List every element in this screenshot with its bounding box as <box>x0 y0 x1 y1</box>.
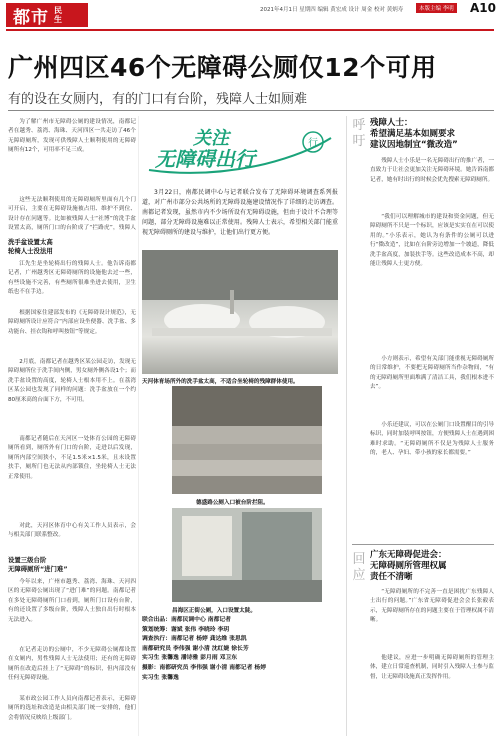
credit-line: 实习生 张馨逸 <box>142 674 179 681</box>
paragraph: “无障碍厕所的不完善一直是困扰广东残障人士出行的问题。”广东省无障碍促进会会长张毅表示，无障碍厕所存在的问题主要在于管理权属不清晰。 <box>370 589 494 624</box>
page-header <box>0 0 500 30</box>
page-number: A10 <box>470 1 496 15</box>
section-subhead: 设置三级台阶 无障碍厕所“进门难” <box>8 556 68 573</box>
paragraph: 小乐还建议，可以在公厕门口设置醒目的引导标识，同时加装呼叫按钮，方便残障人士在遇到困难时求助。“无障碍厕所不仅是为残障人士服务的，老人、孕妇、带小孩的家长都需要。” <box>370 422 494 457</box>
logo-line2: 无障碍出行 <box>155 147 255 171</box>
logo-ring: 行 <box>308 138 318 149</box>
lead-paragraph-box <box>142 188 338 238</box>
logo-line1: 关注 <box>193 128 229 149</box>
photo-steps <box>172 386 322 494</box>
left-column <box>8 118 136 738</box>
right-column-top <box>370 118 494 505</box>
paragraph: 对此，天河区体育中心有关工作人员表示，会与相关部门联系整改。 <box>8 523 136 539</box>
header-rule <box>6 29 494 31</box>
photo-caption: 德盛路公厕入口被台阶拦阻。 <box>196 500 269 506</box>
credit-line: 南都研究员 李伟强 谢小清 沈红婕 徐长芳 <box>142 645 249 652</box>
paragraph: “我们可以理解城市的建设和资金问题，但无障碍厕所不只是一个标识，应该是实实在在可以使用的。”小乐表示，她认为有条件的公厕可以进行“微改造”，比如在台阶旁边增加一个坡道，降低洗手盆高度，加装扶手等。这些改造成本不高，却能让残障人士更方便。 <box>370 214 494 268</box>
paragraph: 某市政公园工作人员向南都记者表示，无障碍厕所的选址和改造是由相关部门统一安排的，他们会将情况反映给上级部门。 <box>8 696 136 721</box>
right-title: 广东无障碍促进会： 无障碍厕所管理权属 责任不清晰 <box>370 550 447 582</box>
column-logo <box>142 118 338 182</box>
section-sub: 民生 <box>54 6 62 24</box>
photo-washbasin <box>142 250 338 374</box>
photo-caption: 昌海区正街公厕，入口设置太陡。 <box>172 608 256 614</box>
headline: 广州四区46个无障碍公厕仅12个可用 <box>8 53 437 82</box>
paragraph: 在记者走访的公厕中，不少无障碍公厕都设置在女厕内，男性残障人士无法使用；还有的无障碍厕所在改造后挂上了“无障碍”的标识，但内部没有任何无障碍设施。 <box>8 647 136 682</box>
lead-paragraph: 3月22日，南都民调中心与记者联合发布了无障碍环境调查系列报道，对广州市部分公共场所的无障碍设施建设情况作了详细的走访调查。南都记者发现，虽然市内不少场所设有无障碍设施，但由于设计不合理等问题，部分无障碍设施难以正常使用。残障人士表示，希望相关部门能重视无障碍厕所的建设与维护，让他们出行更方便。 <box>142 189 338 236</box>
column-divider <box>346 116 347 736</box>
photo-caption: 天河体育场所外的洗手盆太高，不适合坐轮椅的残障群体使用。 <box>142 379 299 385</box>
photo-entrance <box>172 508 322 602</box>
right-title: 残障人士： 希望满足基本如厕要求 建议因地制宜“微改造” <box>370 118 458 150</box>
paragraph: 小方则表示，希望有关部门能重视无障碍厕所的日常维护，不要把无障碍厕所当作杂物间，“有的无障碍厕所里面堆满了清洁工具，我们根本进不去”。 <box>370 356 494 391</box>
vertical-label: 呼吁 <box>352 118 366 149</box>
section-tag <box>6 3 88 27</box>
credit-line: 摄影：南都研究员 李伟强 谢小清 南都记者 杨婷 <box>142 664 267 671</box>
credits-block <box>142 616 342 683</box>
issue-meta: 2021年4月1日 星期四 编辑 黄宏成 设计 周金 校对 黄炳寿 <box>260 7 404 13</box>
vertical-label: 回应 <box>352 552 366 583</box>
section-name: 都市 <box>13 7 49 28</box>
paragraph: 这些无法顺利使用的无障碍厕所里面有几个门可开启，主要在无障碍设施被占用、维护不到位、设计存在问题等。比如被残障人士“社博”的洗手盆设置太高，厕所门口的台阶成了“拦路虎”，残障人 <box>8 197 136 232</box>
credit-line: 策划统筹：谢斌 张伟 李晓玲 李玥 <box>142 626 230 633</box>
subheadline: 有的设在女厕内，有的门口有台阶，残障人士如厕难 <box>8 92 308 107</box>
right-divider <box>352 544 494 545</box>
paragraph: 南都记者随后在天河区一处体育公园的无障碍厕所看到，厕所外有门口的台阶，走进以后发现，厕所内部空间狭小，不足1.5米×1.5米，且未设置扶手，厕所门也无法从内部锁住，坐轮椅人士无法正常使用。 <box>8 436 136 480</box>
credit-line: 调查执行：南都记者 杨婷 龚达维 张思凯 <box>142 636 247 643</box>
right-column-bottom <box>370 550 494 710</box>
paragraph: 2月底，南都记者在越秀区某公园走访，发现无障碍厕所位于洗手间内侧，男女厕外侧各设1个；而洗手盆设置的高度，轮椅人士根本用不上。在荔湾区某公园也发现了同样的问题：洗手盆放在一个约80厘米高的台面下方，不可用。 <box>8 359 136 403</box>
paragraph: 江先生是坐轮椅出行的残障人士。他告诉南都记者，广州越秀区无障碍厕所的设施他去过一些，有些设施不完善，有些厕所很难坐进去使用，卫生纸也不在手边。 <box>8 261 136 296</box>
intro-paragraph: 为了解广州市无障碍公厕的建设情况，南都记者在越秀、荔湾、海珠、天河四区一共走访了46个无障碍厕所，发现可供残障人士顺利使用的无障碍厕所有12个，可用率不足三成。 <box>8 119 136 154</box>
paragraph: 今年以来，广州市越秀、荔湾、海珠、天河四区的无障碍公厕出现了“进门难”的问题。南都记者在多处无障碍厕所门口看到，厕所门口设有台阶，有的还设置了多级台阶，残障人士独自出行时根本无法进入。 <box>8 579 136 623</box>
logo-graphic <box>145 120 335 180</box>
headline-rule <box>8 110 494 111</box>
column-divider <box>138 116 139 736</box>
credit-line: 实习生 张馨逸 潘诗雅 彭月雨 邓卫东 <box>142 655 238 662</box>
paragraph: 他建议，应进一步明确无障碍厕所的管理主体，建立日常巡查机制，同时引入残障人士参与监督，让无障碍设施真正发挥作用。 <box>370 655 494 680</box>
credit-line: 联合出品：南都民调中心 南都记者 <box>142 617 231 623</box>
paragraph: 残障人士小乐是一名无障碍出行的推广者，一直致力于让社会更加关注无障碍环境。她告诉南都记者，她有时出行的时候会优先搜索无障碍厕所。 <box>370 158 494 183</box>
editor-box: 本版主编 李明 <box>416 3 457 13</box>
section-subhead: 洗手盆设置太高 轮椅人士没法用 <box>8 238 53 255</box>
paragraph: 根据国家住建部发布的《无障碍设计规范》，无障碍厕所设计应符合“内部应设坐便器、洗手盆、多功能台、挂衣钩和呼叫按钮”等规定。 <box>8 310 136 335</box>
